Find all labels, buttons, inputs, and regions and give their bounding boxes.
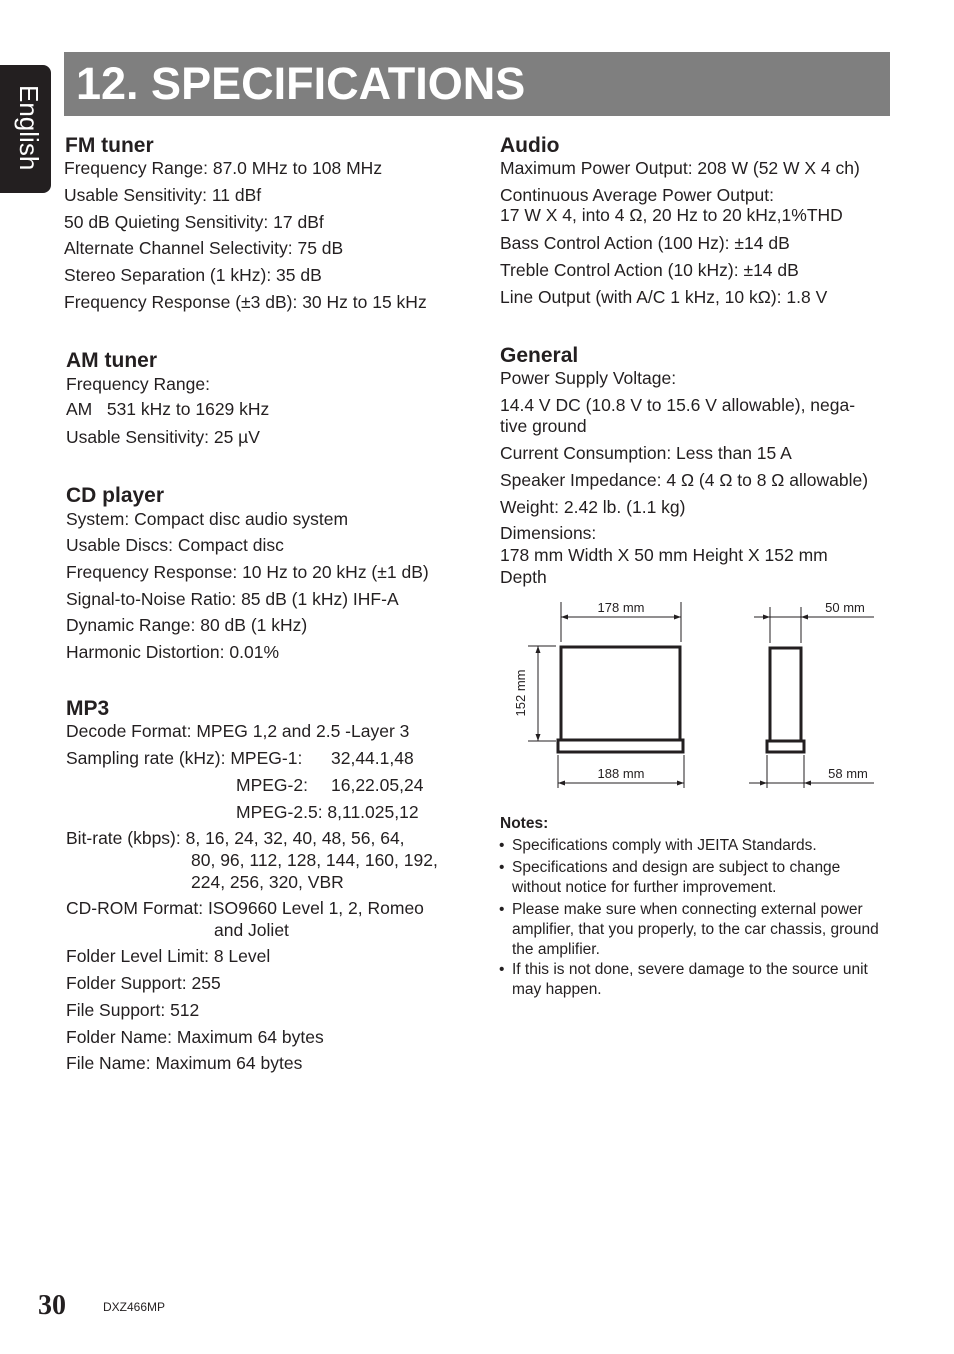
note-item: • Specifications and design are subject to change without notice for further improvement. [499,859,841,896]
fm-tuner-heading: FM tuner [65,134,154,157]
mp3-bitrate-line: 80, 96, 112, 128, 144, 160, 192, [191,850,438,870]
side-overall-height-label: 58 mm [828,766,868,781]
audio-continuous-label: Continuous Average Power Output: [500,185,775,205]
model-number: DXZ466MP [103,1300,166,1314]
mp3-cdrom-line: CD-ROM Format: ISO9660 Level 1, 2, Romeo [66,898,424,918]
audio-max-power: Maximum Power Output: 208 W (52 W X 4 ch) [500,158,860,178]
bullet-icon: • [499,859,505,876]
front-overall-width-label: 188 mm [597,766,645,781]
mp3-heading: MP3 [66,697,110,720]
audio-heading: Audio [500,134,560,157]
cd-spec-line: Harmonic Distortion: 0.01% [66,642,279,662]
mp3-file-support: File Support: 512 [66,1000,200,1020]
page-title: 12. SPECIFICATIONS [76,58,526,109]
mp3-decode-format: Decode Format: MPEG 1,2 and 2.5 -Layer 3 [66,721,410,741]
general-heading: General [500,344,579,367]
mp3-sampling-mpeg2: 16,22.05,24 [331,775,424,795]
bullet-icon: • [499,837,505,854]
note-item: • Please make sure when connecting external power amplifier, that you properly, to the car chassis, ground the amplifier. [499,901,879,958]
am-tuner-heading: AM tuner [66,349,157,372]
notes-heading: Notes: [500,815,549,832]
note-item: • If this is not done, severe damage to the source unit may happen. [499,961,868,998]
general-impedance: Speaker Impedance: 4 Ω (4 Ω to 8 Ω allowable) [500,470,869,490]
mp3-cdrom-line: and Joliet [214,920,289,940]
cd-spec-line: Signal-to-Noise Ratio: 85 dB (1 kHz) IHF-A [66,589,399,609]
title-bar [64,52,890,116]
audio-bass: Bass Control Action (100 Hz): ±14 dB [500,233,790,253]
cd-spec-line: System: Compact disc audio system [66,509,349,529]
page-number: 30 [38,1290,66,1321]
fm-spec-line: Frequency Response (±3 dB): 30 Hz to 15 kHz [64,292,427,312]
mp3-sampling-mpeg1: 32,44.1,48 [331,748,414,768]
general-dimensions-label: Dimensions: [500,523,597,543]
general-psu-line: 14.4 V DC (10.8 V to 15.6 V allowable), nega- [500,395,856,415]
bullet-icon: • [499,901,505,918]
front-depth-label: 152 mm [513,669,528,717]
mp3-sampling-label: Sampling rate (kHz): MPEG-1: [66,748,303,768]
audio-line-output: Line Output (with A/C 1 kHz, 10 kΩ): 1.8 V [500,287,828,307]
mp3-folder-name: Folder Name: Maximum 64 bytes [66,1027,324,1047]
general-dimensions-line: Depth [500,567,547,587]
note-item: • Specifications comply with JEITA Standards. [499,837,817,854]
cd-spec-line: Dynamic Range: 80 dB (1 kHz) [66,615,308,635]
language-tab [0,65,51,193]
audio-continuous-value: 17 W X 4, into 4 Ω, 20 Hz to 20 kHz,1%THD [500,205,843,225]
front-width-label: 178 mm [597,600,645,615]
fm-spec-line: Frequency Range: 87.0 MHz to 108 MHz [64,158,383,178]
am-spec-line: AM 531 kHz to 1629 kHz [66,399,270,419]
mp3-sampling-mpeg25: MPEG-2.5: 8,11.025,12 [236,802,419,822]
bullet-icon: • [499,961,505,978]
side-height-label: 50 mm [825,600,865,615]
language-tab-label: English [14,85,44,171]
fm-spec-line: Alternate Channel Selectivity: 75 dB [64,238,344,258]
fm-spec-line: Stereo Separation (1 kHz): 35 dB [64,265,322,285]
general-weight: Weight: 2.42 lb. (1.1 kg) [500,497,686,517]
mp3-folder-level: Folder Level Limit: 8 Level [66,946,271,966]
dimension-diagram [500,590,900,800]
cd-spec-line: Frequency Response: 10 Hz to 20 kHz (±1 dB) [66,562,429,582]
mp3-mpeg2-label: MPEG-2: [236,775,308,795]
general-psu-label: Power Supply Voltage: [500,368,677,388]
mp3-folder-support: Folder Support: 255 [66,973,221,993]
fm-spec-line: 50 dB Quieting Sensitivity: 17 dBf [64,212,324,232]
general-dimensions-line: 178 mm Width X 50 mm Height X 152 mm [500,545,828,565]
fm-spec-line: Usable Sensitivity: 11 dBf [64,185,262,205]
general-current: Current Consumption: Less than 15 A [500,443,792,463]
mp3-bitrate-line: 224, 256, 320, VBR [191,872,344,892]
am-spec-line: Usable Sensitivity: 25 µV [66,427,260,447]
am-spec-line: Frequency Range: [66,374,210,394]
cd-spec-line: Usable Discs: Compact disc [66,535,284,555]
cd-player-heading: CD player [66,484,165,507]
general-psu-line: tive ground [500,416,587,436]
mp3-file-name: File Name: Maximum 64 bytes [66,1053,303,1073]
audio-treble: Treble Control Action (10 kHz): ±14 dB [500,260,799,280]
mp3-bitrate-line: Bit-rate (kbps): 8, 16, 24, 32, 40, 48, 56, 64, [66,828,405,848]
